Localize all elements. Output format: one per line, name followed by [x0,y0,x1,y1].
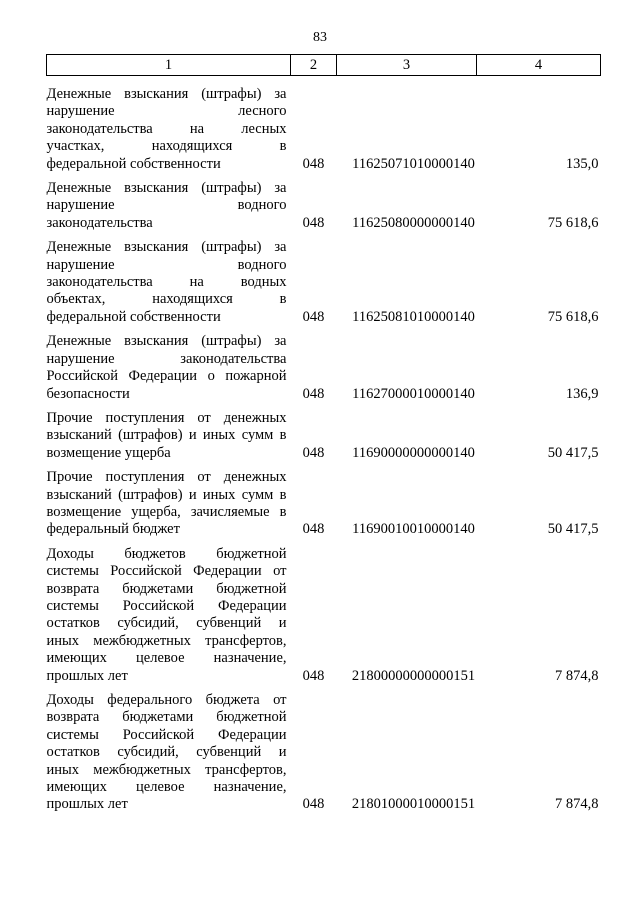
row-name-line: прошлых лет [46,667,128,684]
row-amount: 135,0 [565,155,599,172]
row-name-line: нарушение водного [46,256,287,273]
row-glava: 048 [302,308,325,325]
row-name-line: нарушение лесного [46,103,287,120]
row-name-line: имеющих целевое назначение, [46,650,287,667]
row-name-line: объектах, находящихся в [46,291,287,308]
header-col-2: 2 [291,55,337,76]
row-name-line: иных межбюджетных трансфертов, [46,632,287,649]
row-name-line: законодательства [46,214,153,231]
row-name [47,232,291,326]
row-name-line: прошлых лет [46,796,128,813]
row-glava: 048 [302,385,325,402]
row-name-line: системы Российской Федерации [46,597,287,614]
row-amount: 75 618,6 [547,308,599,325]
table-row [47,232,601,326]
row-code: 11625080000000140 [352,214,475,231]
row-name-line: Денежные взыскания (штрафы) за [46,239,287,256]
row-code: 11625071010000140 [352,155,475,172]
row-name-line: нарушение законодательства [46,350,287,367]
row-glava: 048 [302,214,325,231]
row-name-line: Прочие поступления от денежных [46,469,287,486]
row-name-line: остатков субсидий, субвенций и [46,615,287,632]
row-name-line: остатков субсидий, субвенций и [46,744,287,761]
row-name-line: возмещение ущерба, зачисляемые в [46,503,287,520]
header-col-3: 3 [337,55,477,76]
row-amount: 50 417,5 [547,444,599,461]
row-glava: 048 [302,667,325,684]
table-row [47,539,601,685]
row-name-line: Доходы федерального бюджета от [46,692,287,708]
row-glava: 048 [302,444,325,461]
row-name [47,539,291,685]
table-row [47,403,601,462]
row-name [47,76,291,174]
row-name-line: возврата бюджетами бюджетной [46,580,287,597]
table-row [47,76,601,174]
row-name-line: возмещение ущерба [46,444,171,461]
row-name-line: законодательства на водных [46,274,287,291]
row-name-line: безопасности [46,385,130,402]
row-glava: 048 [302,155,325,172]
row-name-line: взысканий (штрафов) и иных сумм в [46,427,287,444]
row-name-line: Денежные взыскания (штрафы) за [46,86,287,102]
row-name-line: участках, находящихся в [46,138,287,155]
row-amount: 75 618,6 [547,214,599,231]
row-name [47,685,291,814]
row-name [47,326,291,403]
row-code: 11690010010000140 [352,521,475,538]
row-name-line: Денежные взыскания (штрафы) за [46,180,287,197]
row-amount: 50 417,5 [547,521,599,538]
header-row [47,55,601,76]
row-name [47,403,291,462]
row-name [47,173,291,232]
row-amount: 136,9 [565,385,599,402]
row-glava: 048 [302,796,325,813]
row-code: 11690000000000140 [352,444,475,461]
row-name-line: законодательства на лесных [46,120,287,137]
row-code: 21800000000000151 [351,667,476,684]
header-col-1: 1 [47,55,291,76]
row-name-line: Прочие поступления от денежных [46,409,287,426]
row-name-line: возврата бюджетами бюджетной [46,709,287,726]
row-name-line: федеральной собственности [46,155,221,172]
table-header [47,55,601,76]
row-name-line: иных межбюджетных трансфертов, [46,761,287,778]
table-row [47,173,601,232]
row-name-line: федеральный бюджет [46,521,180,538]
row-name [47,462,291,539]
row-name-line: взысканий (штрафов) и иных сумм в [46,486,287,503]
row-name-line: Российской Федерации о пожарной [46,368,287,385]
row-name-line: системы Российской Федерации от [46,563,287,580]
row-code: 11627000010000140 [352,385,475,402]
revenue-table [46,54,601,814]
table-row [47,326,601,403]
row-code: 21801000010000151 [351,796,476,813]
row-name-line: системы Российской Федерации [46,726,287,743]
row-code: 11625081010000140 [352,308,475,325]
row-name-line: федеральной собственности [46,308,221,325]
table-row [47,462,601,539]
row-name-line: Денежные взыскания (штрафы) за [46,333,287,350]
row-name-line: Доходы бюджетов бюджетной [46,545,287,562]
header-col-4: 4 [477,55,601,76]
page-number: 83 [313,30,327,45]
table-row [47,685,601,814]
row-name-line: нарушение водного [46,197,287,214]
row-amount: 7 874,8 [555,667,599,684]
row-name-line: имеющих целевое назначение, [46,779,287,796]
table-body [47,76,601,814]
row-glava: 048 [302,521,325,538]
row-amount: 7 874,8 [555,796,599,813]
